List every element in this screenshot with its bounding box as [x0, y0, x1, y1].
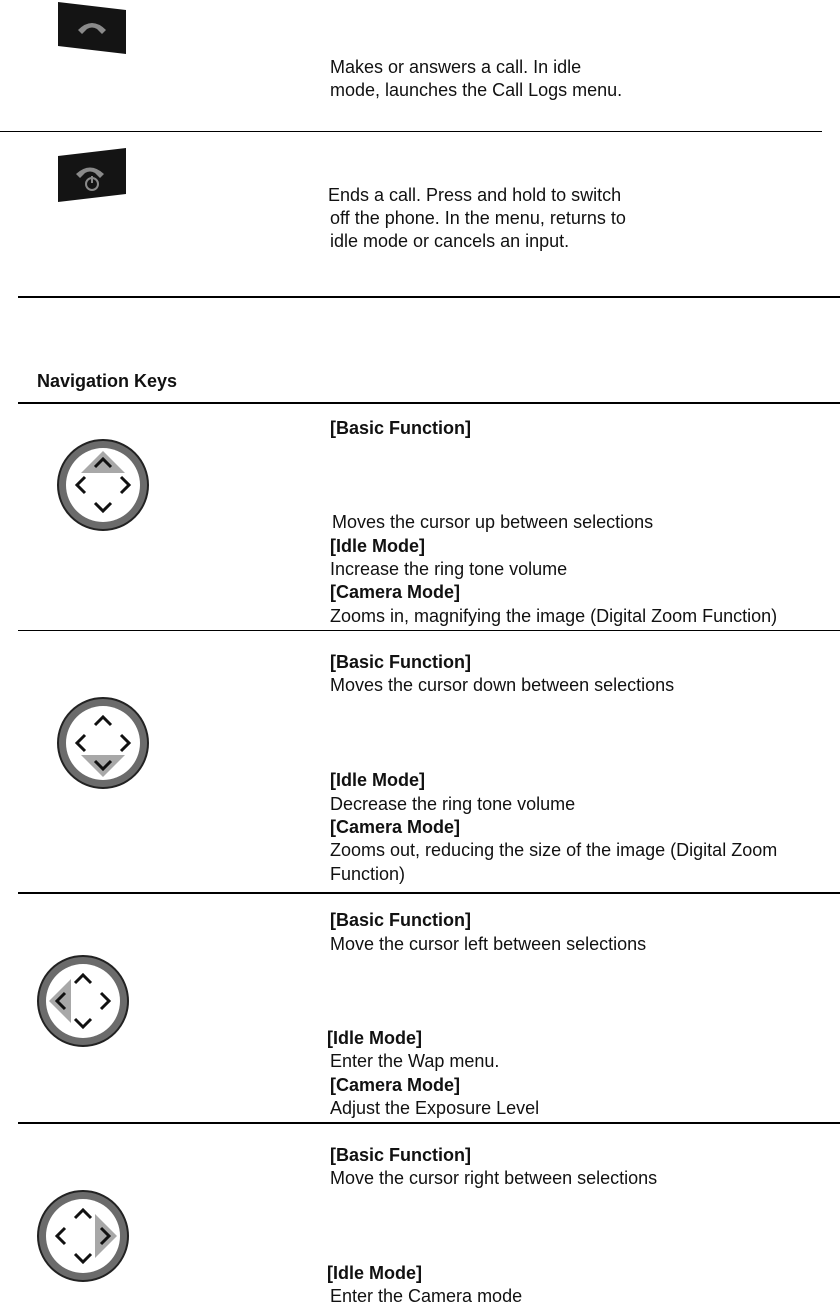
end-key-description-line-1: Ends a call. Press and hold to switch: [328, 185, 622, 205]
basic-function-label: [Basic Function]: [330, 418, 472, 438]
camera-mode-label: [Camera Mode]: [330, 817, 461, 837]
basic-function-text: Move the cursor left between selections: [330, 934, 647, 954]
idle-mode-text: Increase the ring tone volume: [330, 559, 568, 579]
section-heading: Navigation Keys: [37, 371, 178, 391]
end-key-description-line-3: idle mode or cancels an input.: [330, 231, 570, 251]
nav-key-down-icon: [56, 696, 150, 790]
idle-mode-label: [Idle Mode]: [330, 770, 425, 790]
divider: [0, 131, 822, 132]
divider: [18, 296, 840, 298]
camera-mode-text: Zooms in, magnifying the image (Digital Zoom Function): [330, 606, 778, 626]
call-send-icon: [56, 0, 128, 56]
divider: [18, 402, 840, 404]
divider: [18, 630, 840, 631]
idle-mode-text: Decrease the ring tone volume: [330, 794, 576, 814]
camera-mode-text: Adjust the Exposure Level: [330, 1098, 540, 1118]
nav-key-right-icon: [36, 1189, 130, 1283]
idle-mode-text: Enter the Wap menu.: [330, 1051, 500, 1071]
basic-function-text: Move the cursor right between selections: [330, 1168, 658, 1188]
idle-mode-text: Enter the Camera mode: [330, 1286, 523, 1306]
basic-function-text: Moves the cursor down between selections: [330, 675, 675, 695]
idle-mode-label: [Idle Mode]: [327, 1263, 422, 1283]
basic-function-text: Moves the cursor up between selections: [332, 512, 654, 532]
idle-mode-label: [Idle Mode]: [330, 536, 425, 556]
camera-mode-label: [Camera Mode]: [330, 1075, 461, 1095]
divider: [18, 892, 840, 894]
divider: [18, 1122, 840, 1124]
nav-key-up-icon: [56, 438, 150, 532]
send-key-description-line-2: mode, launches the Call Logs menu.: [330, 80, 623, 100]
idle-mode-label: [Idle Mode]: [327, 1028, 422, 1048]
send-key-description-line-1: Makes or answers a call. In idle: [330, 57, 582, 77]
camera-mode-label: [Camera Mode]: [330, 582, 461, 602]
basic-function-label: [Basic Function]: [330, 1145, 472, 1165]
basic-function-label: [Basic Function]: [330, 652, 472, 672]
camera-mode-text-line-2: Function): [330, 864, 406, 884]
basic-function-label: [Basic Function]: [330, 910, 472, 930]
nav-key-left-icon: [36, 954, 130, 1048]
call-end-power-icon: [56, 146, 128, 204]
end-key-description-line-2: off the phone. In the menu, returns to: [330, 208, 626, 228]
camera-mode-text-line-1: Zooms out, reducing the size of the image (Digital Zoom: [330, 840, 778, 860]
